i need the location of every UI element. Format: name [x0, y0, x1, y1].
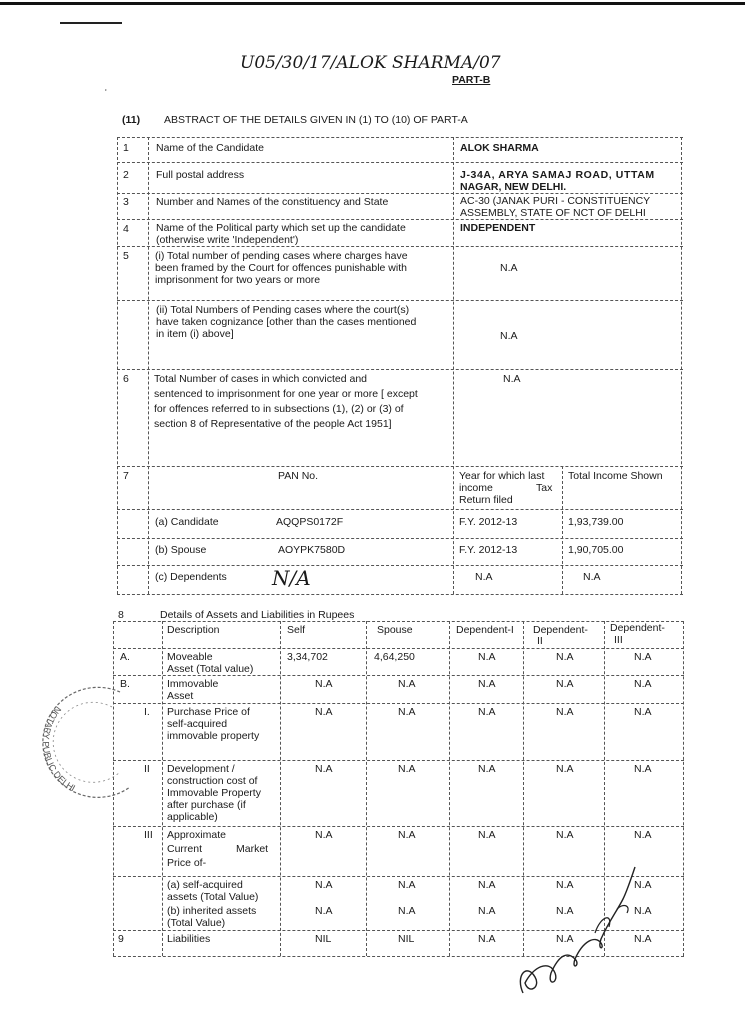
rule	[117, 193, 683, 194]
pending-cases-ii-value: N.A	[500, 330, 518, 342]
constituency-label: Number and Names of the constituency and State	[156, 196, 389, 208]
development-cost-line1: Development /	[167, 763, 235, 775]
row-marker: I.	[144, 706, 150, 718]
liabilities-self: NIL	[315, 933, 332, 945]
purchase-price-line3: immovable property	[167, 730, 260, 742]
pending-cases-i-line2: been framed by the Court for offences punishable with	[155, 262, 407, 274]
moveable-self: 3,34,702	[287, 651, 328, 663]
immovable-dep1: N.A	[478, 678, 496, 690]
spouse-header: Spouse	[377, 624, 413, 636]
self-acquired-line2: assets (Total Value)	[167, 891, 259, 903]
purchase-price-self: N.A	[315, 706, 333, 718]
liabilities-spouse: NIL	[398, 933, 415, 945]
self-acquired-dep3: N.A	[634, 879, 652, 891]
dependent2-header-suffix: II	[537, 635, 543, 647]
rule	[117, 219, 683, 220]
row-number: 1	[123, 142, 129, 154]
notary-stamp	[30, 662, 140, 812]
development-cost-dep1: N.A	[478, 763, 496, 775]
candidate-pan: AQQPS0172F	[276, 516, 344, 528]
dependent3-header-suffix: III	[614, 634, 623, 646]
immovable-desc-line1: Immovable	[167, 678, 219, 690]
liabilities-dep2: N.A	[556, 933, 574, 945]
development-cost-line5: applicable)	[167, 811, 218, 823]
col-rule	[162, 621, 163, 956]
postal-address-label: Full postal address	[156, 169, 245, 181]
immovable-dep3: N.A	[634, 678, 652, 690]
rule	[117, 509, 683, 510]
inherited-line1: (b) inherited assets	[167, 905, 257, 917]
desc-header: Description	[167, 624, 220, 636]
immovable-spouse: N.A	[398, 678, 416, 690]
party-label-line2: (otherwise write 'Independent')	[156, 234, 299, 246]
moveable-desc-line1: Moveable	[167, 651, 213, 663]
candidate-name-label: Name of the Candidate	[156, 142, 264, 154]
signature	[505, 855, 655, 1005]
section-title: ABSTRACT OF THE DETAILS GIVEN IN (1) TO (10) OF PART-A	[164, 114, 468, 126]
party-value: INDEPENDENT	[460, 222, 536, 234]
party-label-line1: Name of the Political party which set up the candidate	[156, 222, 406, 234]
row-number: 7	[123, 470, 129, 482]
rule	[117, 369, 683, 370]
convicted-cases-value: N.A	[503, 373, 521, 385]
market-price-self: N.A	[315, 829, 333, 841]
constituency-line1: AC-30 (JANAK PURI - CONSTITUENCY	[460, 195, 651, 207]
dependent2-header: Dependent-	[533, 624, 588, 636]
purchase-price-dep3: N.A	[634, 706, 652, 718]
spouse-return-year: F.Y. 2012-13	[459, 544, 518, 556]
market-price-spouse: N.A	[398, 829, 416, 841]
convicted-cases-line2: sentenced to imprisonment for one year or more [ except	[154, 388, 418, 400]
self-acquired-dep2: N.A	[556, 879, 574, 891]
assets-number: 8	[118, 609, 124, 621]
convicted-cases-line1: Total Number of cases in which convicted and	[154, 373, 368, 385]
rule	[113, 621, 684, 622]
pending-cases-ii-line3: in item (i) above]	[156, 328, 234, 340]
col-rule	[562, 466, 563, 594]
convicted-cases-line3: for offences referred to in subsections (1), (2) or (3) of	[154, 403, 404, 415]
pending-cases-i-line1: (i) Total number of pending cases where charges have	[155, 250, 408, 262]
section-number: (11)	[122, 114, 141, 126]
return-year-header-tax: Tax	[536, 482, 553, 494]
dependents-pan-handwritten: N/A	[272, 566, 311, 590]
rule	[117, 246, 683, 247]
market-price-dep2: N.A	[556, 829, 574, 841]
spouse-income: 1,90,705.00	[568, 544, 624, 556]
rule	[117, 594, 683, 595]
self-acquired-line1: (a) self-acquired	[167, 879, 243, 891]
constituency-line2: ASSEMBLY, STATE OF NCT OF DELHI	[460, 207, 646, 219]
rule	[117, 300, 683, 301]
purchase-price-spouse: N.A	[398, 706, 416, 718]
self-acquired-self: N.A	[315, 879, 333, 891]
return-year-header-line3: Return filed	[459, 494, 513, 506]
col-rule	[366, 621, 367, 956]
market-price-line2b: Market	[236, 843, 269, 855]
liabilities-dep1: N.A	[478, 933, 496, 945]
immovable-self: N.A	[315, 678, 333, 690]
rule	[117, 137, 683, 138]
row-marker: B.	[120, 678, 130, 690]
rule	[117, 162, 683, 163]
margin-mark: ʾ	[104, 88, 108, 100]
candidate-return-year: F.Y. 2012-13	[459, 516, 518, 528]
moveable-desc-line2: Asset (Total value)	[167, 663, 254, 675]
rule	[113, 703, 684, 704]
purchase-price-line1: Purchase Price of	[167, 706, 250, 718]
row-marker: A.	[120, 651, 130, 663]
development-cost-spouse: N.A	[398, 763, 416, 775]
col-rule	[148, 137, 149, 594]
market-price-line1: Approximate	[167, 829, 226, 841]
development-cost-dep3: N.A	[634, 763, 652, 775]
part-title: PART-B	[452, 74, 491, 86]
immovable-desc-line2: Asset	[167, 690, 194, 702]
row-marker: III	[144, 829, 153, 841]
col-rule	[453, 137, 454, 594]
rule	[113, 826, 684, 827]
pending-cases-ii-line2: have taken cognizance [other than the cases mentioned	[156, 316, 417, 328]
inherited-dep3: N.A	[634, 905, 652, 917]
pending-cases-i-value: N.A	[500, 262, 518, 274]
rule	[113, 760, 684, 761]
rule	[117, 565, 683, 566]
candidate-income: 1,93,739.00	[568, 516, 624, 528]
self-acquired-dep1: N.A	[478, 879, 496, 891]
stamp-text: NOTARY PUBLIC DELHI	[40, 704, 77, 794]
development-cost-line2: construction cost of	[167, 775, 258, 787]
dependents-income: N.A	[583, 571, 601, 583]
dependents-return-year: N.A	[475, 571, 493, 583]
row-number: 2	[123, 169, 129, 181]
development-cost-dep2: N.A	[556, 763, 574, 775]
market-price-line2a: Current	[167, 843, 203, 855]
row-marker: II	[144, 763, 150, 775]
immovable-dep2: N.A	[556, 678, 574, 690]
col-rule	[681, 137, 682, 594]
liabilities-number: 9	[118, 933, 124, 945]
pending-cases-ii-line1: (ii) Total Numbers of Pending cases where the court(s)	[156, 304, 410, 316]
col-rule	[683, 621, 684, 956]
income-header: Total Income Shown	[568, 470, 663, 482]
moveable-dep1: N.A	[478, 651, 496, 663]
market-price-dep3: N.A	[634, 829, 652, 841]
moveable-spouse: 4,64,250	[374, 651, 415, 663]
development-cost-line4: after purchase (if	[167, 799, 246, 811]
row-number: 5	[123, 250, 129, 262]
market-price-dep1: N.A	[478, 829, 496, 841]
row-number: 4	[123, 223, 129, 235]
inherited-line2: (Total Value)	[167, 917, 226, 929]
inherited-self: N.A	[315, 905, 333, 917]
row-number: 3	[123, 196, 129, 208]
moveable-dep2: N.A	[556, 651, 574, 663]
rule	[113, 648, 684, 649]
moveable-dep3: N.A	[634, 651, 652, 663]
rule	[117, 466, 683, 467]
return-year-header-line2: income	[459, 482, 493, 494]
purchase-price-line2: self-acquired	[167, 718, 228, 730]
self-acquired-spouse: N.A	[398, 879, 416, 891]
top-mark	[60, 22, 122, 24]
market-price-line3: Price of-	[167, 857, 207, 869]
pending-cases-i-line3: imprisonment for two years or more	[155, 274, 321, 286]
convicted-cases-line4: section 8 of Representative of the people Act 1951]	[154, 418, 392, 430]
col-rule	[449, 621, 450, 956]
development-cost-line3: Immovable Property	[167, 787, 261, 799]
return-year-header-line1: Year for which last	[459, 470, 545, 482]
inherited-spouse: N.A	[398, 905, 416, 917]
rule	[113, 675, 684, 676]
self-header: Self	[287, 624, 306, 636]
handwritten-reference: U05/30/17/ALOK SHARMA/07	[240, 53, 501, 73]
inherited-dep1: N.A	[478, 905, 496, 917]
dependents-label: (c) Dependents	[155, 571, 227, 583]
col-rule	[280, 621, 281, 956]
candidate-label: (a) Candidate	[155, 516, 219, 528]
postal-address-line1: J-34A, ARYA SAMAJ ROAD, UTTAM	[460, 169, 655, 181]
dependent1-header: Dependent-I	[456, 624, 514, 636]
row-number: 6	[123, 373, 129, 385]
liabilities-label: Liabilities	[167, 933, 211, 945]
dependent3-header: Dependent-	[610, 622, 665, 634]
purchase-price-dep2: N.A	[556, 706, 574, 718]
pan-header: PAN No.	[278, 470, 319, 482]
rule	[117, 538, 683, 539]
candidate-name-value: ALOK SHARMA	[460, 142, 539, 154]
top-edge-rule	[0, 2, 745, 5]
col-rule	[117, 137, 118, 594]
postal-address-line2: NAGAR, NEW DELHI.	[460, 181, 567, 193]
inherited-dep2: N.A	[556, 905, 574, 917]
spouse-pan: AOYPK7580D	[278, 544, 346, 556]
liabilities-dep3: N.A	[634, 933, 652, 945]
development-cost-self: N.A	[315, 763, 333, 775]
spouse-label: (b) Spouse	[155, 544, 207, 556]
assets-title: Details of Assets and Liabilities in Rupees	[160, 609, 355, 621]
purchase-price-dep1: N.A	[478, 706, 496, 718]
